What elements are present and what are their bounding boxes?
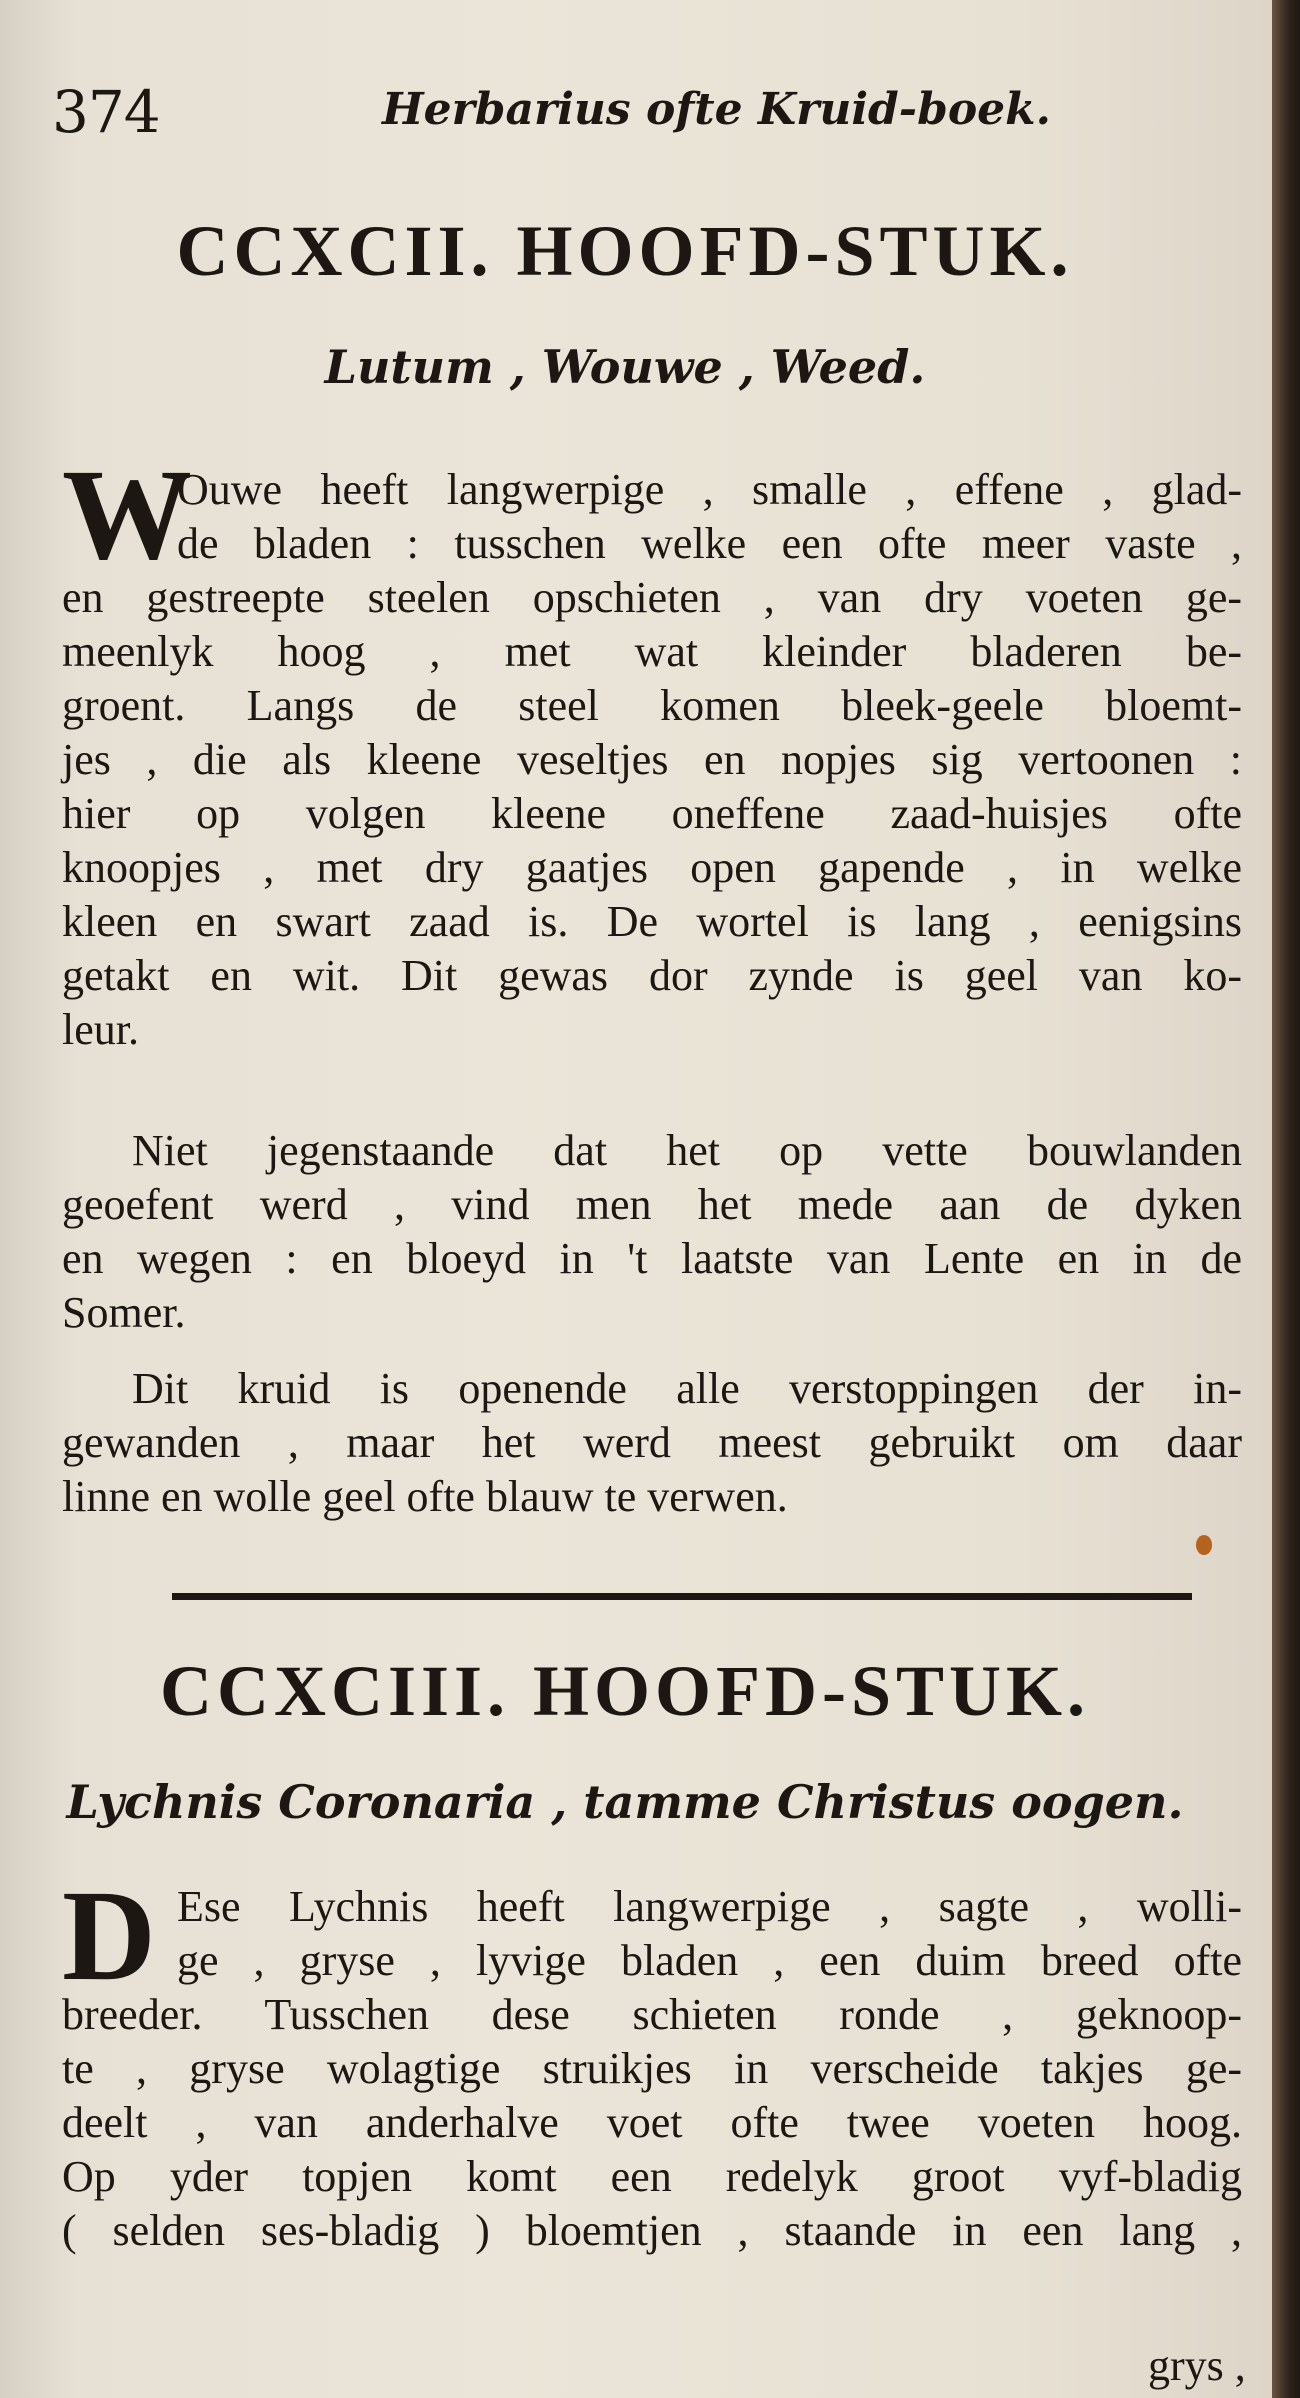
paragraph xyxy=(62,1124,1242,1340)
text-line: leur. xyxy=(62,1005,139,1054)
text-line: getakt en wit. Dit gewas dor zynde is geel van ko- xyxy=(62,951,1242,1000)
text-line: gewanden , maar het werd meest gebruikt om daar xyxy=(62,1418,1242,1467)
catchword: grys , xyxy=(1148,2341,1246,2390)
text-line: ( selden ses-bladig ) bloemtjen , staande in een lang , xyxy=(62,2206,1242,2255)
text-line: breeder. Tusschen dese schieten ronde , geknoop- xyxy=(62,1990,1242,2039)
text-line: groent. Langs de steel komen bleek-geele bloemt- xyxy=(62,681,1242,730)
chapter-subtitle: Lychnis Coronaria , tamme Christus oogen. xyxy=(66,1775,1184,1829)
running-title: Herbarius ofte Kruid-boek. xyxy=(382,84,1051,135)
text-line: kleen en swart zaad is. De wortel is lang , eenigsins xyxy=(62,897,1242,946)
text-line: deelt , van anderhalve voet ofte twee voeten hoog. xyxy=(62,2098,1242,2147)
text-line: Somer. xyxy=(62,1288,186,1337)
text-line: te , gryse wolagtige struikjes in verscheide takjes ge- xyxy=(62,2044,1242,2093)
text-line: jes , die als kleene veseltjes en nopjes sig vertoonen : xyxy=(62,735,1242,784)
section-divider xyxy=(172,1593,1192,1600)
text-line: en wegen : en bloeyd in 't laatste van Lente en in de xyxy=(62,1234,1242,1283)
paragraph xyxy=(62,1362,1242,1524)
text-line: Op yder topjen komt een redelyk groot vyf-bladig xyxy=(62,2152,1242,2201)
drop-cap: D xyxy=(62,1864,156,2008)
running-head xyxy=(52,78,1232,148)
foxing-stain xyxy=(1196,1535,1212,1555)
chapter-heading: CCXCII. HOOFD-STUK. xyxy=(176,211,1074,291)
page-number: 374 xyxy=(52,78,160,146)
text-line: geoefent werd , vind men het mede aan de dyken xyxy=(62,1180,1242,1229)
page-edge xyxy=(1272,0,1300,2398)
text-line: meenlyk hoog , met wat kleinder bladeren be- xyxy=(62,627,1242,676)
text-line: hier op volgen kleene oneffene zaad-huisjes ofte xyxy=(62,789,1242,838)
text-line: de bladen : tusschen welke een ofte meer vaste , xyxy=(177,519,1242,568)
text-line: Ouwe heeft langwerpige , smalle , effene , glad- xyxy=(177,465,1242,514)
text-line: Ese Lychnis heeft langwerpige , sagte , wolli- xyxy=(177,1882,1242,1931)
chapter-subtitle: Lutum , Wouwe , Weed. xyxy=(324,340,926,394)
chapter-heading: CCXCIII. HOOFD-STUK. xyxy=(159,1651,1091,1731)
text-line: Dit kruid is openende alle verstoppingen der in- xyxy=(132,1364,1242,1413)
drop-cap: W xyxy=(62,443,192,587)
text-line: ge , gryse , lyvige bladen , een duim breed ofte xyxy=(177,1936,1242,1985)
text-line: Niet jegenstaande dat het op vette bouwlanden xyxy=(132,1126,1242,1175)
paragraph xyxy=(62,1880,1242,2258)
paragraph xyxy=(62,463,1242,1057)
text-line: linne en wolle geel ofte blauw te verwen. xyxy=(62,1472,788,1521)
text-line: en gestreepte steelen opschieten , van dry voeten ge- xyxy=(62,573,1242,622)
text-line: knoopjes , met dry gaatjes open gapende , in welke xyxy=(62,843,1242,892)
